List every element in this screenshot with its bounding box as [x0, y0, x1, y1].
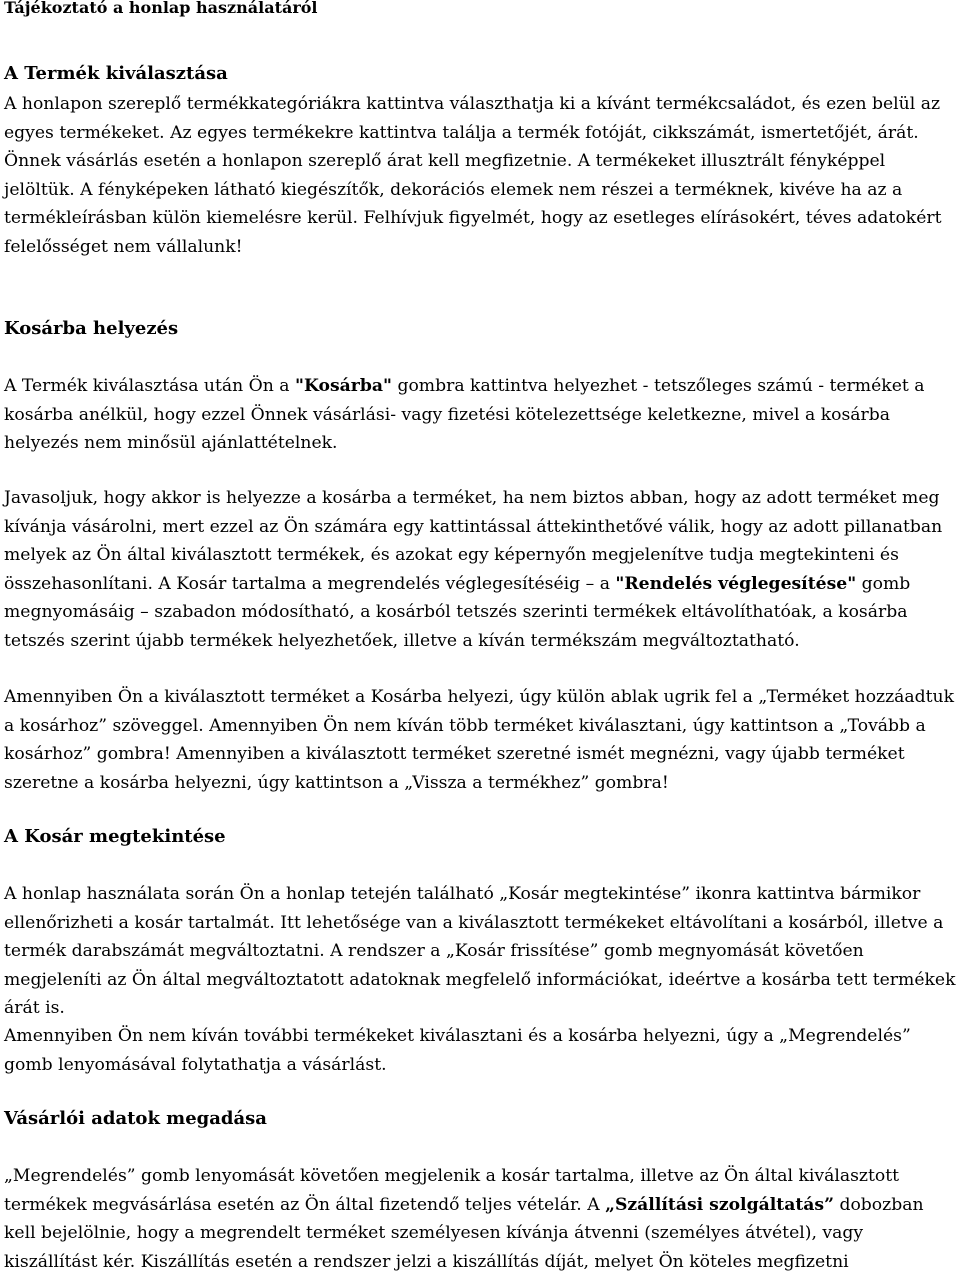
- section-heading-view-cart: A Kosár megtekintése: [4, 826, 226, 847]
- paragraph-add-to-cart-3: Amennyiben Ön a kiválasztott terméket a Kosárba helyezi, úgy külön ablak ugrik fel a „Terméket hozzáadtuk a kosárhoz” szöveggel. Amennyiben Ön nem kíván több terméket kiválasztani, úgy kattintson a „Tovább a kosárhoz” gombra! Amennyiben a kiválasztott terméket szeretné ismét megnézni, vagy újabb terméket szeretne a kosárba helyezni, úgy kattintson a „Vissza a termékhez” gombra!: [4, 687, 955, 793]
- paragraph-add-to-cart-1: A Termék kiválasztása után Ön a "Kosárba" gombra kattintva helyezhet - tetszőleges számú - terméket a kosárba anélkül, hogy ezzel Önnek vásárlási- vagy fizetési kötelezettsége keletkezne, mivel a kosárba helyezés nem minősül ajánlattételnek.: [4, 376, 925, 454]
- section-heading-product-selection: A Termék kiválasztása: [4, 63, 228, 84]
- section-heading-add-to-cart: Kosárba helyezés: [4, 318, 179, 339]
- paragraph-view-cart-1: A honlap használata során Ön a honlap tetején található „Kosár megtekintése” ikonra kattintva bármikor ellenőrizheti a kosár tartalmát. Itt lehetősége van a kiválasztott termékeket eltávolítani a kosárból, illetve a termék darabszámát megváltoztatni. A rendszer a „Kosár frissítése” gomb megnyomását követően megjeleníti az Ön által megváltoztatott adatoknak megfelelő információkat, ideértve a kosárba tett termékek árát is.: [4, 884, 956, 1019]
- cart-button-reference: "Kosárba": [295, 376, 392, 396]
- finalize-order-reference: "Rendelés véglegesítése": [615, 573, 857, 594]
- paragraph-product-selection: A honlapon szereplő termékkategóriákra kattintva választhatja ki a kívánt termékcsaládot, és ezen belül az egyes termékeket. Az egyes termékekre kattintva találja a termék fotóját, cikkszámát, ismertetőjét, árát. Önnek vásárlás esetén a honlapon szereplő árat kell megfizetnie. A termékeket illusztrált fényképpel jelöltük. A fényképeken látható kiegészítők, dekorációs elemek nem részei a terméknek, kivéve ha az a termékleírásban külön kiemelésre kerül. Felhívjuk figyelmét, hogy az esetleges elírásokért, téves adatokért felelősséget nem vállalunk!: [4, 94, 942, 257]
- section-heading-customer-data: Vásárlói adatok megadása: [4, 1108, 267, 1129]
- document-title: Tájékoztató a honlap használatáról: [4, 0, 318, 17]
- paragraph-customer-data-1: „Megrendelés” gomb lenyomását követően megjelenik a kosár tartalma, illetve az Ön által kiválasztott termékek megvásárlása esetén az Ön által fizetendő teljes vételár. A „Szállítási szolgáltatás” dobozban kell bejelölnie, hogy a megrendelt terméket személyesen kívánja átvenni (személyes átvétel), vagy kiszállítást kér. Kiszállítás esetén a rendszer jelzi a kiszállítás díját, melyet Ön köteles megfizetni: [4, 1166, 924, 1272]
- shipping-service-reference: „Szállítási szolgáltatás”: [605, 1194, 834, 1215]
- paragraph-add-to-cart-2: Javasoljuk, hogy akkor is helyezze a kosárba a terméket, ha nem biztos abban, hogy az adott terméket meg kívánja vásárolni, mert ezzel az Ön számára egy kattintással áttekinthetővé válik, hogy az adott pillanatban melyek az Ön által kiválasztott termékek, és azokat egy képernyőn megjelenítve tudja megtekinteni és összehasonlítani. A Kosár tartalma a megrendelés véglegesítéséig – a "Rendelés véglegesítése" gomb megnyomásáig – szabadon módosítható, a kosárból tetszés szerinti termékek eltávolíthatóak, a kosárba tetszés szerint újabb termékek helyezhetőek, illetve a kíván termékszám megváltoztatható.: [4, 488, 943, 651]
- paragraph-view-cart-2: Amennyiben Ön nem kíván további termékeket kiválasztani és a kosárba helyezni, úgy a „Megrendelés” gomb lenyomásával folytathatja a vásárlást.: [4, 1026, 911, 1075]
